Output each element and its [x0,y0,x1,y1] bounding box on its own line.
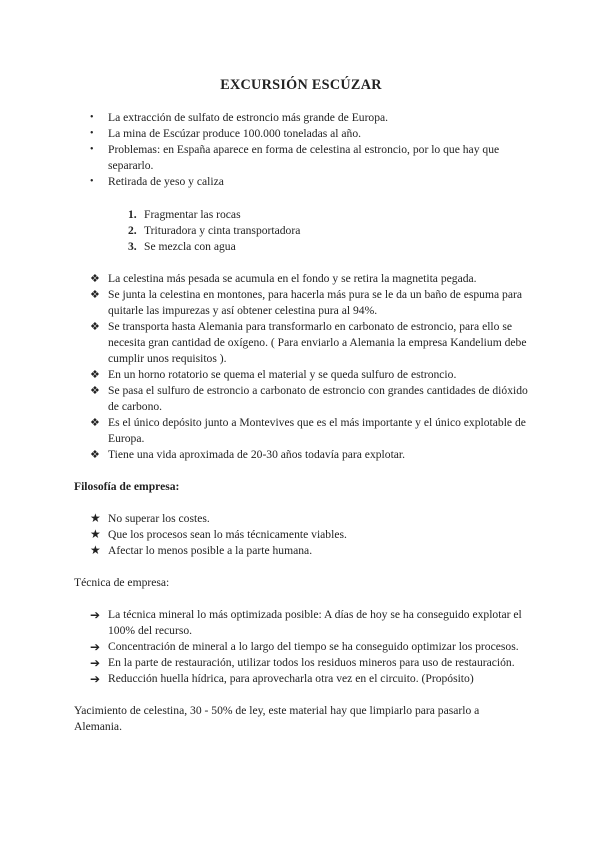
diamond-bullet-icon: ❖ [90,385,100,397]
list-item [74,319,528,367]
list-item-text: Se pasa el sulfuro de estroncio a carbonato de estroncio con grandes cantidades de dióxido de carbono. [108,384,528,413]
closing-paragraph: Yacimiento de celestina, 30 - 50% de ley, este material hay que limpiarlo para pasarlo a Alemania. [74,704,480,733]
bullet-icon: • [90,128,94,139]
document-title: EXCURSIÓN ESCÚZAR [220,77,382,93]
diamond-bullet-icon: ❖ [90,417,100,429]
list-item-text: Que los procesos sean lo más técnicamente viables. [108,528,347,541]
list-item-text: Se junta la celestina en montones, para hacerla más pura se le da un baño de espuma para quitarle las impurezas y así obtener celestina pura al 94%. [108,288,522,317]
list-item-text: La técnica mineral lo más optimizada posible: A días de hoy se ha conseguido explotar el 100% del recurso. [108,608,522,637]
arrow-bullet-icon: ➔ [90,672,101,686]
bullet-icon: • [90,144,94,155]
list-item [74,447,528,463]
list-item-text: Retirada de yeso y caliza [108,175,224,188]
intro-bullet-list [74,110,528,190]
star-bullet-icon: ★ [90,543,101,557]
numbered-steps-list [74,207,528,255]
step-number: 2. [128,224,137,237]
philosophy-list [74,511,528,559]
list-item-text: Es el único depósito junto a Montevives que es el más importante y el único explotable de Europa. [108,416,526,445]
list-item [74,383,528,415]
list-item-text: La extracción de sulfato de estroncio más grande de Europa. [108,111,389,124]
list-item-text: Concentración de mineral a lo largo del tiempo se ha conseguido optimizar los procesos. [108,640,519,653]
list-item [74,239,528,255]
list-item-text: La mina de Escúzar produce 100.000 toneladas al año. [108,127,362,140]
diamond-bullet-icon: ❖ [90,369,100,381]
list-item [74,126,528,142]
list-item-text: En la parte de restauración, utilizar todos los residuos mineros para uso de restauración. [108,656,515,669]
star-bullet-icon: ★ [90,511,101,525]
diamond-bullet-icon: ❖ [90,449,100,461]
list-item [74,287,528,319]
list-item-text: Se mezcla con agua [144,240,236,253]
list-item-text: Tiene una vida aproximada de 20-30 años todavía para explotar. [108,448,406,461]
list-item-text: Afectar lo menos posible a la parte humana. [108,544,313,557]
bullet-icon: • [90,112,94,123]
list-item-text: La celestina más pesada se acumula en el fondo y se retira la magnetita pegada. [108,272,477,285]
list-item [74,174,528,190]
list-item [74,207,528,223]
diamond-bullet-icon: ❖ [90,273,100,285]
list-item [74,223,528,239]
list-item [74,527,528,543]
list-item [74,415,528,447]
list-item-text: No superar los costes. [108,512,210,525]
list-item-text: Se transporta hasta Alemania para transformarlo en carbonato de estroncio, para ello se necesita gran cantidad de oxígeno. ( Para enviarlo a Alemania la empresa Kandelium debe cumplir unos requisitos ). [108,320,527,365]
technique-heading: Técnica de empresa: [74,576,170,589]
list-item-text: Trituradora y cinta transportadora [144,224,301,237]
list-item-text: Reducción huella hídrica, para aprovecharla otra vez en el circuito. (Propósito) [108,672,474,685]
step-number: 1. [128,208,137,221]
arrow-bullet-icon: ➔ [90,656,101,670]
technique-list [74,607,528,687]
arrow-bullet-icon: ➔ [90,608,101,622]
list-item [74,655,528,671]
list-item [74,367,528,383]
list-item [74,142,528,174]
list-item [74,639,528,655]
list-item [74,607,528,639]
list-item [74,543,528,559]
star-bullet-icon: ★ [90,527,101,541]
bullet-icon: • [90,176,94,187]
arrow-bullet-icon: ➔ [90,640,101,654]
diamond-bullet-icon: ❖ [90,321,100,333]
list-item [74,271,528,287]
list-item [74,671,528,687]
list-item-text: En un horno rotatorio se quema el material y se queda sulfuro de estroncio. [108,368,457,381]
list-item-text: Fragmentar las rocas [144,208,241,221]
process-list [74,271,528,463]
list-item [74,511,528,527]
step-number: 3. [128,240,137,253]
list-item [74,110,528,126]
list-item-text: Problemas: en España aparece en forma de celestina al estroncio, por lo que hay que separarlo. [108,143,500,172]
diamond-bullet-icon: ❖ [90,289,100,301]
philosophy-heading: Filosofía de empresa: [74,480,180,493]
